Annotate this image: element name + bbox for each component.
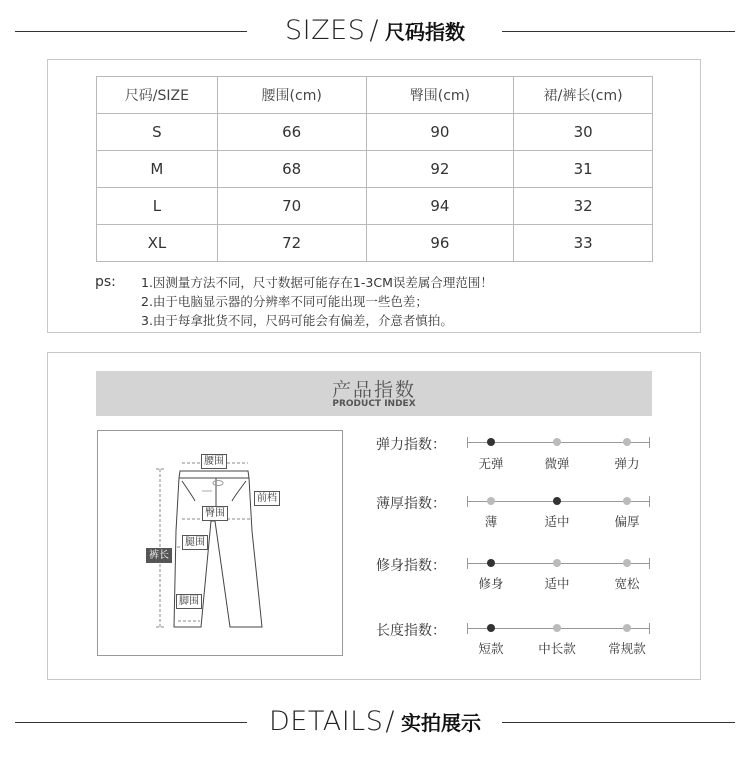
label-thigh: 腿围 — [182, 535, 208, 550]
index-label: 薄厚指数： — [376, 496, 446, 512]
index-option: 修身 — [478, 576, 504, 591]
index-scale — [467, 494, 650, 508]
table-cell: S — [97, 114, 218, 151]
pants-diagram — [97, 430, 343, 656]
table-cell: L — [97, 188, 218, 225]
column-header: 尺码/SIZE — [97, 77, 218, 114]
sizes-title-zh: 尺码指数 — [384, 20, 465, 44]
table-row — [97, 225, 653, 262]
table-cell: M — [97, 151, 218, 188]
table-header-row — [97, 77, 653, 114]
details-title-sep: / — [385, 706, 395, 737]
sizes-title-en: SIZES — [285, 15, 366, 46]
scale-dot — [623, 624, 631, 632]
details-title-en: DETAILS — [269, 706, 384, 737]
index-scale — [467, 621, 650, 635]
notes-label: ps: — [95, 274, 116, 290]
table-cell: 90 — [366, 114, 514, 151]
index-option: 薄 — [484, 514, 498, 529]
product-index-title-en: PRODUCT INDEX — [332, 399, 416, 409]
sizes-title-sep: / — [369, 15, 379, 46]
note-line: 1.因测量方法不同，尺寸数据可能存在1-3CM误差属合理范围！ — [141, 275, 493, 290]
scale-dot — [623, 559, 631, 567]
index-option: 宽松 — [614, 576, 640, 591]
index-option: 常规款 — [608, 641, 646, 656]
scale-dot — [623, 438, 631, 446]
label-hem: 脚围 — [176, 594, 202, 609]
table-cell: 33 — [514, 225, 653, 262]
note-line: 3.由于每拿批货不同，尺码可能会有偏差，介意者慎拍。 — [141, 313, 453, 328]
table-cell: XL — [97, 225, 218, 262]
table-cell: 31 — [514, 151, 653, 188]
index-option: 短款 — [478, 641, 504, 656]
index-option: 无弹 — [478, 456, 504, 471]
table-cell: 66 — [217, 114, 366, 151]
index-scale — [467, 435, 650, 449]
table-cell: 32 — [514, 188, 653, 225]
table-cell: 96 — [366, 225, 514, 262]
table-cell: 94 — [366, 188, 514, 225]
index-label: 弹力指数： — [376, 437, 446, 453]
scale-dot-selected — [487, 624, 495, 632]
index-option: 适中 — [544, 576, 570, 591]
column-header: 臀围(cm) — [366, 77, 514, 114]
table-cell: 70 — [217, 188, 366, 225]
scale-dot — [553, 559, 561, 567]
table-cell: 30 — [514, 114, 653, 151]
index-option: 弹力 — [614, 456, 640, 471]
label-front-rise: 前档 — [254, 491, 280, 506]
scale-dot-selected — [487, 559, 495, 567]
scale-dot-selected — [487, 438, 495, 446]
table-row — [97, 114, 653, 151]
table-cell: 92 — [366, 151, 514, 188]
index-option: 适中 — [544, 514, 570, 529]
label-length: 裤长 — [146, 548, 172, 563]
sizes-header — [0, 11, 750, 51]
column-header: 腰围(cm) — [217, 77, 366, 114]
table-row — [97, 151, 653, 188]
scale-dot — [623, 497, 631, 505]
scale-dot — [487, 497, 495, 505]
table-cell: 72 — [217, 225, 366, 262]
column-header: 裙/裤长(cm) — [514, 77, 653, 114]
product-index-banner — [96, 371, 652, 416]
index-option: 中长款 — [538, 641, 576, 656]
index-option: 微弹 — [544, 456, 570, 471]
scale-dot-selected — [553, 497, 561, 505]
index-option: 偏厚 — [614, 514, 640, 529]
details-header — [0, 702, 750, 742]
scale-dot — [553, 438, 561, 446]
label-waist: 腰围 — [201, 454, 227, 469]
scale-dot — [553, 624, 561, 632]
size-table — [96, 76, 653, 262]
table-cell: 68 — [217, 151, 366, 188]
note-line: 2.由于电脑显示器的分辨率不同可能出现一些色差； — [141, 294, 428, 309]
index-scale — [467, 556, 650, 570]
index-label: 长度指数： — [376, 623, 446, 639]
table-row — [97, 188, 653, 225]
details-title-zh: 实拍展示 — [400, 711, 481, 735]
product-index-title-zh: 产品指数 — [331, 379, 416, 401]
label-hip: 臀围 — [202, 506, 228, 521]
index-label: 修身指数： — [376, 558, 446, 574]
